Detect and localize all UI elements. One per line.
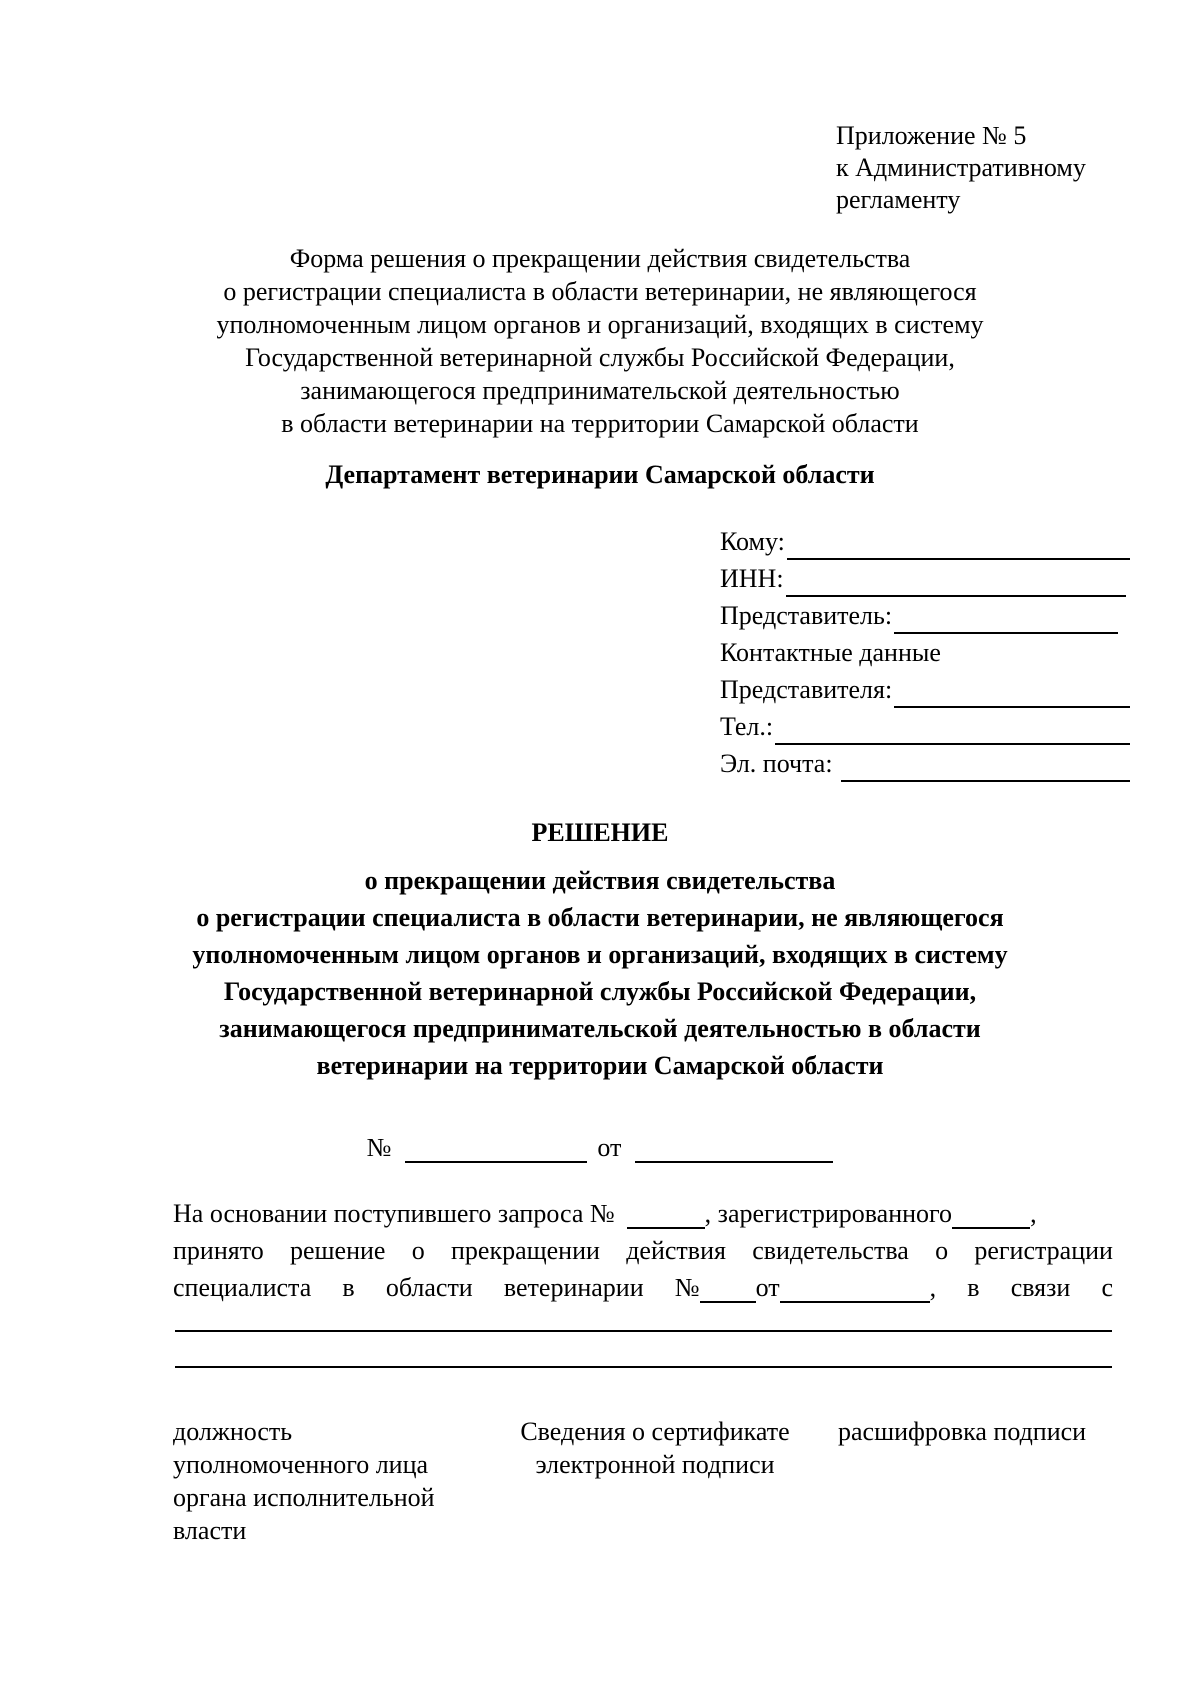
- registration-date-blank[interactable]: [952, 1201, 1030, 1229]
- request-number-blank[interactable]: [627, 1201, 705, 1229]
- body-text: , зарегистрированного: [704, 1199, 953, 1228]
- reason-blank-line[interactable]: [175, 1330, 1112, 1332]
- decision-subtitle: [150, 862, 1050, 1084]
- signature-name-caption: [838, 1415, 1138, 1448]
- body-word: о: [411, 1236, 425, 1265]
- signature-caption-line: расшифровка подписи: [838, 1417, 1087, 1446]
- signature-certificate-caption: [495, 1415, 815, 1481]
- inn-field: [720, 560, 1130, 597]
- recipient-to-field: [720, 523, 1130, 560]
- body-word: с: [1101, 1273, 1113, 1302]
- signature-caption-line: органа исполнительной: [173, 1483, 435, 1512]
- email-field: [720, 745, 1130, 782]
- contact-data-label: Контактные данные: [720, 638, 941, 667]
- representative-contact-blank[interactable]: [894, 678, 1130, 708]
- body-word: ветеринарии: [503, 1273, 644, 1302]
- appendix-line: к Административному: [836, 153, 1086, 182]
- signature-caption-line: электронной подписи: [535, 1450, 775, 1479]
- form-title-line: Государственной ветеринарной службы Российской Федерации,: [245, 343, 955, 372]
- form-title-line: занимающегося предпринимательской деятельностью: [300, 376, 900, 405]
- form-title: [150, 242, 1050, 440]
- recipient-to-blank[interactable]: [787, 530, 1130, 560]
- appendix-block: [836, 120, 1156, 216]
- inn-blank[interactable]: [786, 567, 1126, 597]
- decision-subtitle-line: уполномоченным лицом органов и организаций, входящих в систему: [192, 940, 1008, 969]
- body-word: в: [967, 1273, 980, 1302]
- decision-subtitle-line: о регистрации специалиста в области ветеринарии, не являющегося: [196, 903, 1004, 932]
- body-line: [173, 1266, 1113, 1303]
- reason-blank-line[interactable]: [175, 1366, 1112, 1368]
- body-word: свидетельства: [752, 1236, 909, 1265]
- representative-field: [720, 597, 1130, 634]
- signature-caption-line: Сведения о сертификате: [520, 1417, 790, 1446]
- signature-caption-line: уполномоченного лица: [173, 1450, 429, 1479]
- decision-subtitle-line: о прекращении действия свидетельства: [364, 866, 836, 895]
- representative-label: Представитель:: [720, 601, 893, 630]
- inn-label: ИНН:: [720, 564, 784, 593]
- body-word: прекращении: [451, 1236, 600, 1265]
- body-word: о: [935, 1236, 949, 1265]
- phone-field: [720, 708, 1130, 745]
- decision-date-blank[interactable]: [635, 1135, 833, 1163]
- recipient-block: [720, 523, 1130, 782]
- body-text: ,: [929, 1273, 937, 1302]
- decision-number-blank[interactable]: [405, 1135, 587, 1163]
- phone-blank[interactable]: [775, 715, 1130, 745]
- body-word: специалиста: [173, 1273, 312, 1302]
- appendix-line: Приложение № 5: [836, 121, 1027, 150]
- certificate-date-blank[interactable]: [780, 1275, 930, 1303]
- body-word: связи: [1010, 1273, 1071, 1302]
- certificate-from-label: от: [755, 1273, 780, 1302]
- decision-subtitle-line: ветеринарии на территории Самарской области: [316, 1051, 884, 1080]
- certificate-number-sign: №: [674, 1273, 700, 1302]
- body-word: принято: [173, 1236, 264, 1265]
- body-paragraph: [173, 1192, 1113, 1303]
- body-line: [173, 1229, 1113, 1266]
- form-title-line: в области ветеринарии на территории Самарской области: [281, 409, 919, 438]
- form-title-line: уполномоченным лицом органов и организаций, входящих в систему: [216, 310, 984, 339]
- certificate-ref: [675, 1273, 936, 1303]
- body-word: регистрации: [974, 1236, 1113, 1265]
- appendix-line: регламенту: [836, 185, 961, 214]
- form-title-line: о регистрации специалиста в области ветеринарии, не являющегося: [223, 277, 977, 306]
- body-text: На основании поступившего запроса №: [173, 1199, 615, 1228]
- email-blank[interactable]: [841, 752, 1130, 782]
- body-word: в: [342, 1273, 355, 1302]
- signature-caption-line: должность: [173, 1417, 293, 1446]
- decision-subtitle-line: Государственной ветеринарной службы Российской Федерации,: [223, 977, 977, 1006]
- body-word: решение: [290, 1236, 386, 1265]
- recipient-to-label: Кому:: [720, 527, 785, 556]
- body-word: действия: [626, 1236, 726, 1265]
- signature-position-caption: [173, 1415, 473, 1547]
- body-line: [173, 1192, 1113, 1229]
- phone-label: Тел.:: [720, 712, 774, 741]
- decision-number-row: [150, 1127, 1050, 1163]
- signature-caption-line: власти: [173, 1516, 247, 1545]
- body-word: области: [385, 1273, 473, 1302]
- email-label: Эл. почта:: [720, 749, 833, 778]
- department-name: Департамент ветеринарии Самарской области: [325, 460, 875, 489]
- decision-heading: РЕШЕНИЕ: [531, 818, 669, 847]
- representative-contact-label: Представителя:: [720, 675, 893, 704]
- from-label: от: [597, 1133, 622, 1162]
- representative-blank[interactable]: [894, 604, 1118, 634]
- number-sign: №: [366, 1133, 392, 1162]
- body-text: ,: [1030, 1199, 1037, 1228]
- certificate-number-blank[interactable]: [700, 1275, 756, 1303]
- representative-contact-field: [720, 671, 1130, 708]
- decision-subtitle-line: занимающегося предпринимательской деятельностью в области: [219, 1014, 981, 1043]
- form-title-line: Форма решения о прекращении действия свидетельства: [289, 244, 911, 273]
